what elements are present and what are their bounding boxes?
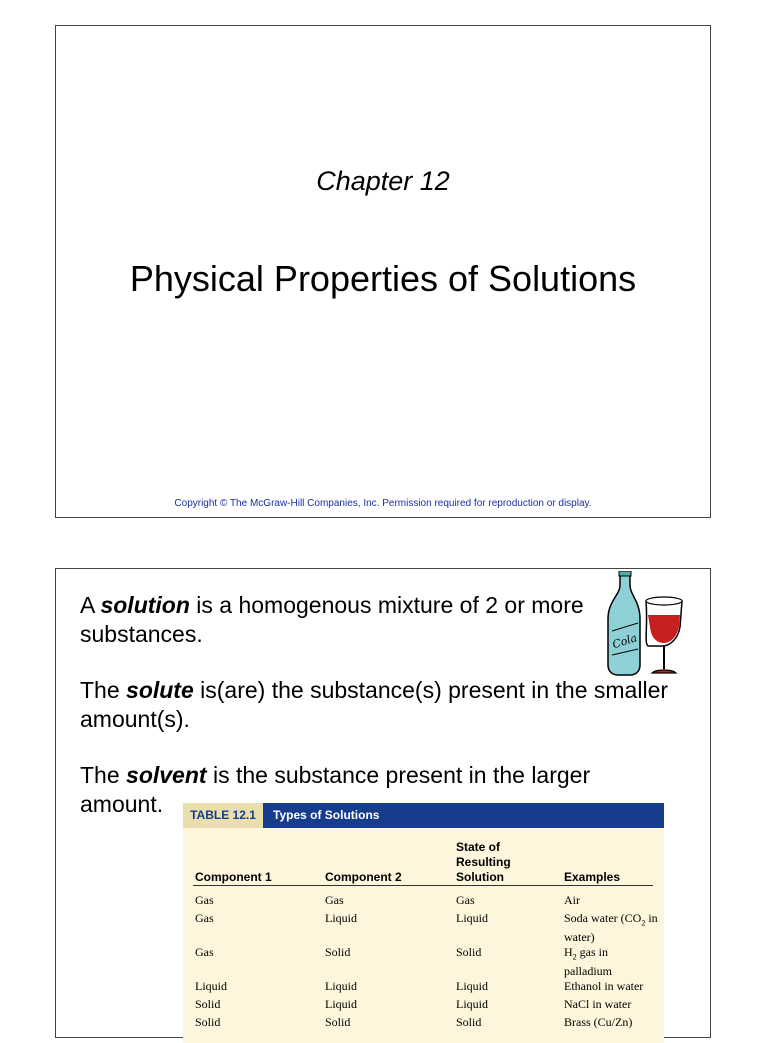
cell-text: NaCl in water — [564, 997, 632, 1011]
text-fragment: The — [80, 677, 127, 703]
chapter-heading: Chapter 12 — [316, 166, 450, 196]
cell-text: Air — [564, 893, 580, 907]
cell-subscript: 2 — [572, 952, 577, 962]
cell-text: gas in palladium — [564, 945, 612, 979]
table-cell — [564, 911, 659, 945]
table-cell: Gas — [195, 893, 214, 907]
term-solute: solute — [126, 677, 194, 703]
table-cell: Liquid — [325, 979, 357, 993]
table-cell: Solid — [325, 1015, 351, 1029]
table-rule — [193, 885, 653, 886]
table-cell: Solid — [456, 945, 482, 959]
cell-text: in water) — [564, 911, 658, 945]
term-solvent: solvent — [126, 762, 207, 788]
term-solution: solution — [100, 592, 190, 618]
table-title: Types of Solutions — [273, 808, 380, 822]
solutions-table — [183, 803, 664, 1043]
text-fragment: is a homogenous mixture of 2 or more substances. — [80, 592, 584, 647]
text-fragment: is(are) the substance(s) present in the smaller amount(s). — [80, 677, 669, 732]
table-number: TABLE 12.1 — [183, 803, 263, 828]
table-cell: Liquid — [456, 979, 488, 993]
text-fragment: is the substance present in the larger amount. — [80, 762, 591, 817]
table-cell: Solid — [195, 997, 221, 1011]
table-cell: Liquid — [325, 911, 357, 925]
table-cell: Gas — [195, 911, 214, 925]
table-cell: Gas — [195, 945, 214, 959]
cell-text: H — [564, 945, 573, 959]
text-fragment: The — [80, 762, 127, 788]
title-slide — [55, 25, 711, 518]
table-cell: Solid — [456, 1015, 482, 1029]
bottle-cap — [619, 571, 631, 576]
slide-title: Physical Properties of Solutions — [129, 258, 637, 299]
table-cell: Solid — [195, 1015, 221, 1029]
cell-text: Soda water (CO — [564, 911, 642, 925]
copyright-notice: Copyright © The McGraw-Hill Companies, Inc. Permission required for reproduction or display. — [174, 498, 592, 509]
table-cell: Liquid — [456, 911, 488, 925]
table-header-bar — [183, 803, 664, 828]
solution-definition — [80, 591, 590, 649]
cell-subscript: 2 — [641, 918, 646, 928]
glass-base — [652, 670, 676, 673]
solute-definition — [80, 676, 670, 734]
column-header: State of Resulting Solution — [456, 840, 511, 884]
cola-bottle-and-glass-icon — [596, 571, 696, 681]
table-column-headers — [183, 839, 664, 885]
table-cell — [564, 1015, 664, 1034]
cell-text: Brass (Cu/Zn) — [564, 1015, 633, 1029]
column-header: Component 1 — [195, 870, 272, 884]
column-header: Component 2 — [325, 870, 402, 884]
table-cell — [564, 997, 664, 1016]
table-cell — [564, 945, 644, 979]
table-cell — [564, 893, 659, 912]
column-header: Examples — [564, 870, 621, 884]
cell-text: Ethanol in water — [564, 979, 644, 993]
definitions-slide — [55, 568, 711, 1038]
table-cell: Solid — [325, 945, 351, 959]
table-cell — [564, 979, 664, 998]
table-cell: Gas — [325, 893, 344, 907]
table-cell: Gas — [456, 893, 475, 907]
table-cell: Liquid — [195, 979, 227, 993]
table-cell: Liquid — [456, 997, 488, 1011]
text-fragment: A — [80, 592, 101, 618]
bottle-label: Cola — [610, 631, 639, 652]
table-cell: Liquid — [325, 997, 357, 1011]
